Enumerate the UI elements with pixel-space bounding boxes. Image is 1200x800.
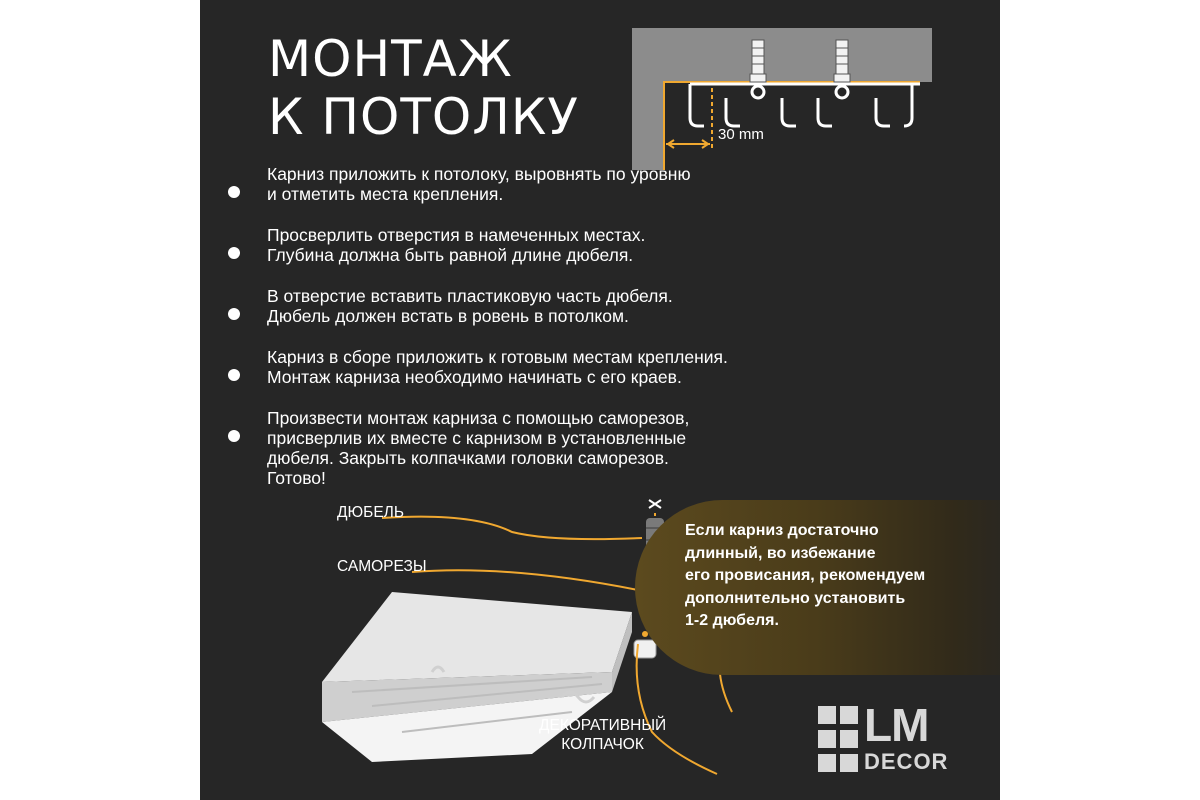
list-item xyxy=(200,408,840,488)
list-item xyxy=(200,225,840,265)
title-line-2: К ПОТОЛКУ xyxy=(268,88,579,146)
list-item xyxy=(200,347,840,387)
logo-word: DECOR xyxy=(864,749,949,774)
steps-list xyxy=(200,164,840,509)
bullet-icon xyxy=(228,247,240,259)
title-line-1: МОНТАЖ xyxy=(268,30,513,88)
tip-callout xyxy=(635,500,1000,675)
dowel-icon xyxy=(750,40,766,82)
step-text: Произвести монтаж карниза с помощью саморезов, присверлив их вместе с карнизом в установленные дюбеля. Закрыть колпачками головки саморезов. Готово! xyxy=(267,408,690,488)
step-text: Карниз в сборе приложить к готовым местам крепления. Монтаж карниза необходимо начинать с его краев. xyxy=(267,347,728,387)
measure-label: 30 mm xyxy=(718,126,764,143)
page-title xyxy=(268,30,579,146)
brand-logo xyxy=(818,699,983,776)
ceiling-mount-diagram xyxy=(632,18,932,170)
tip-text: Если карниз достаточно длинный, во избежание его провисания, рекомендуем дополнительно установить 1-2 дюбеля. xyxy=(685,522,926,629)
bullet-icon xyxy=(228,308,240,320)
step-text: В отверстие вставить пластиковую часть дюбеля. Дюбель должен встать в ровень в потолком. xyxy=(267,286,673,326)
label-dubel: ДЮБЕЛЬ xyxy=(337,504,405,521)
dowel-icon xyxy=(834,40,850,82)
list-item xyxy=(200,286,840,326)
bullet-icon xyxy=(228,186,240,198)
logo-mark: LM xyxy=(864,699,929,751)
label-samorezy: САМОРЕЗЫ xyxy=(337,558,427,575)
list-item xyxy=(200,164,840,204)
logo-grid-icon xyxy=(818,706,858,772)
bullet-icon xyxy=(228,430,240,442)
instruction-card xyxy=(200,0,1000,800)
rail-profile-icon xyxy=(690,84,920,126)
label-kolpachok: ДЕКОРАТИВНЫЙ КОЛПАЧОК xyxy=(539,717,667,753)
step-text: Карниз приложить к потолоку, выровнять по уровню и отметить места крепления. xyxy=(267,164,691,204)
step-text: Просверлить отверстия в намеченных местах. Глубина должна быть равной длине дюбеля. xyxy=(267,225,646,265)
bullet-icon xyxy=(228,369,240,381)
